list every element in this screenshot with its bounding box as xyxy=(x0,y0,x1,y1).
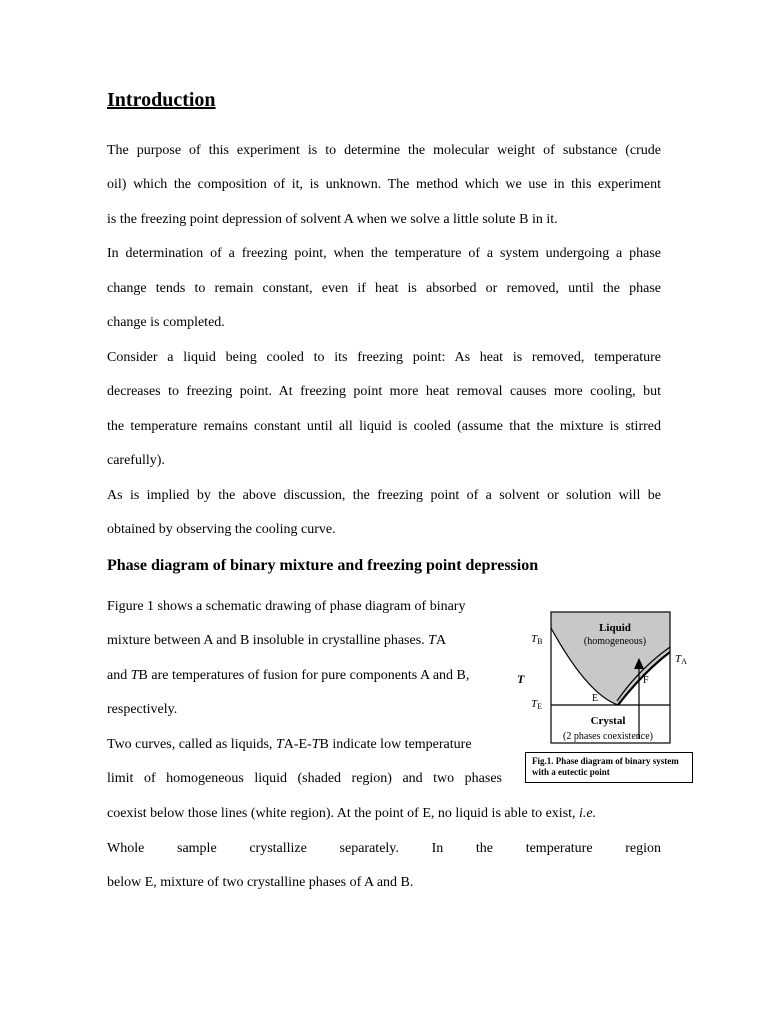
crystal-sublabel: (2 phases coexistence) xyxy=(563,731,653,742)
te-symbol: T xyxy=(531,698,538,710)
point-f-label: F xyxy=(643,675,649,686)
paragraph-line: oil) which the composition of it, is unknown. The method which we use in this experiment xyxy=(107,177,661,192)
ta-symbol: T xyxy=(675,653,682,665)
italic-t: T xyxy=(428,633,436,648)
paragraph-line: is the freezing point depression of solvent A when we solve a little solute B in it. xyxy=(107,212,558,227)
section-heading-introduction: Introduction xyxy=(107,89,216,111)
paragraph-line: The purpose of this experiment is to determine the molecular weight of substance (crude xyxy=(107,143,661,158)
paragraph-line: Whole sample crystallize separately. In the temperature region xyxy=(107,841,661,856)
italic-t: T xyxy=(311,737,320,752)
text-run: coexist below those lines (white region). At the point of E, no liquid is able to exist, xyxy=(107,806,580,821)
te-subscript: E xyxy=(537,702,543,711)
paragraph-line: carefully). xyxy=(107,453,165,468)
temperature-axis-label: T xyxy=(517,672,525,686)
text-run: B are temperatures of fusion for pure components A and B, xyxy=(138,668,470,683)
paragraph-line: Figure 1 shows a schematic drawing of phase diagram of binary xyxy=(107,599,466,614)
paragraph-line xyxy=(107,805,596,823)
paragraph-line: Consider a liquid being cooled to its freezing point: As heat is removed, temperature xyxy=(107,350,661,365)
italic-t: T xyxy=(275,737,284,752)
paragraph-line: As is implied by the above discussion, the freezing point of a solvent or solution will be xyxy=(107,488,661,503)
ta-subscript: A xyxy=(681,657,687,666)
section-heading-phase-diagram: Phase diagram of binary mixture and freezing point depression xyxy=(107,557,539,574)
paragraph-line xyxy=(107,632,446,650)
tb-subscript: B xyxy=(537,637,543,646)
liquid-sublabel: (homogeneous) xyxy=(583,636,647,647)
paragraph-line: limit of homogeneous liquid (shaded region) and two phases xyxy=(107,771,502,786)
italic-t: T xyxy=(130,668,139,683)
figure-caption: Fig.1. Phase diagram of binary system with a eutectic point xyxy=(525,752,693,783)
text-run: mixture between A and B insoluble in crystalline phases. xyxy=(107,633,429,648)
paragraph-line: decreases to freezing point. At freezing point more heat removal causes more cooling, but xyxy=(107,384,661,399)
phase-diagram xyxy=(517,607,702,752)
text-run: A-E- xyxy=(283,737,312,752)
paragraph-line: the temperature remains constant until all liquid is cooled (assume that the mixture is stirred xyxy=(107,419,661,434)
text-run: B indicate low temperature xyxy=(319,737,472,752)
italic-ie: i.e. xyxy=(579,806,597,821)
phase-diagram-figure xyxy=(517,607,702,792)
te-label xyxy=(531,698,542,711)
text-run: Two curves, called as liquids, xyxy=(107,737,276,752)
paragraph-line xyxy=(107,736,472,754)
paragraph-line: respectively. xyxy=(107,702,178,717)
tb-label xyxy=(531,633,542,646)
tb-symbol: T xyxy=(531,633,538,645)
paragraph-line xyxy=(107,667,469,685)
paragraph-line: below E, mixture of two crystalline phases of A and B. xyxy=(107,875,414,890)
text-run: and xyxy=(107,668,131,683)
crystal-label: Crystal xyxy=(590,715,626,727)
paragraph-line: change tends to remain constant, even if heat is absorbed or removed, until the phase xyxy=(107,281,661,296)
paragraph-line: In determination of a freezing point, when the temperature of a system undergoing a phase xyxy=(107,246,661,261)
liquid-label: Liquid xyxy=(599,622,631,634)
paragraph-line: change is completed. xyxy=(107,315,225,330)
paragraph-line: obtained by observing the cooling curve. xyxy=(107,522,336,537)
ta-label xyxy=(675,653,687,666)
eutectic-point-label: E xyxy=(592,693,599,704)
text-run: A xyxy=(435,633,447,648)
